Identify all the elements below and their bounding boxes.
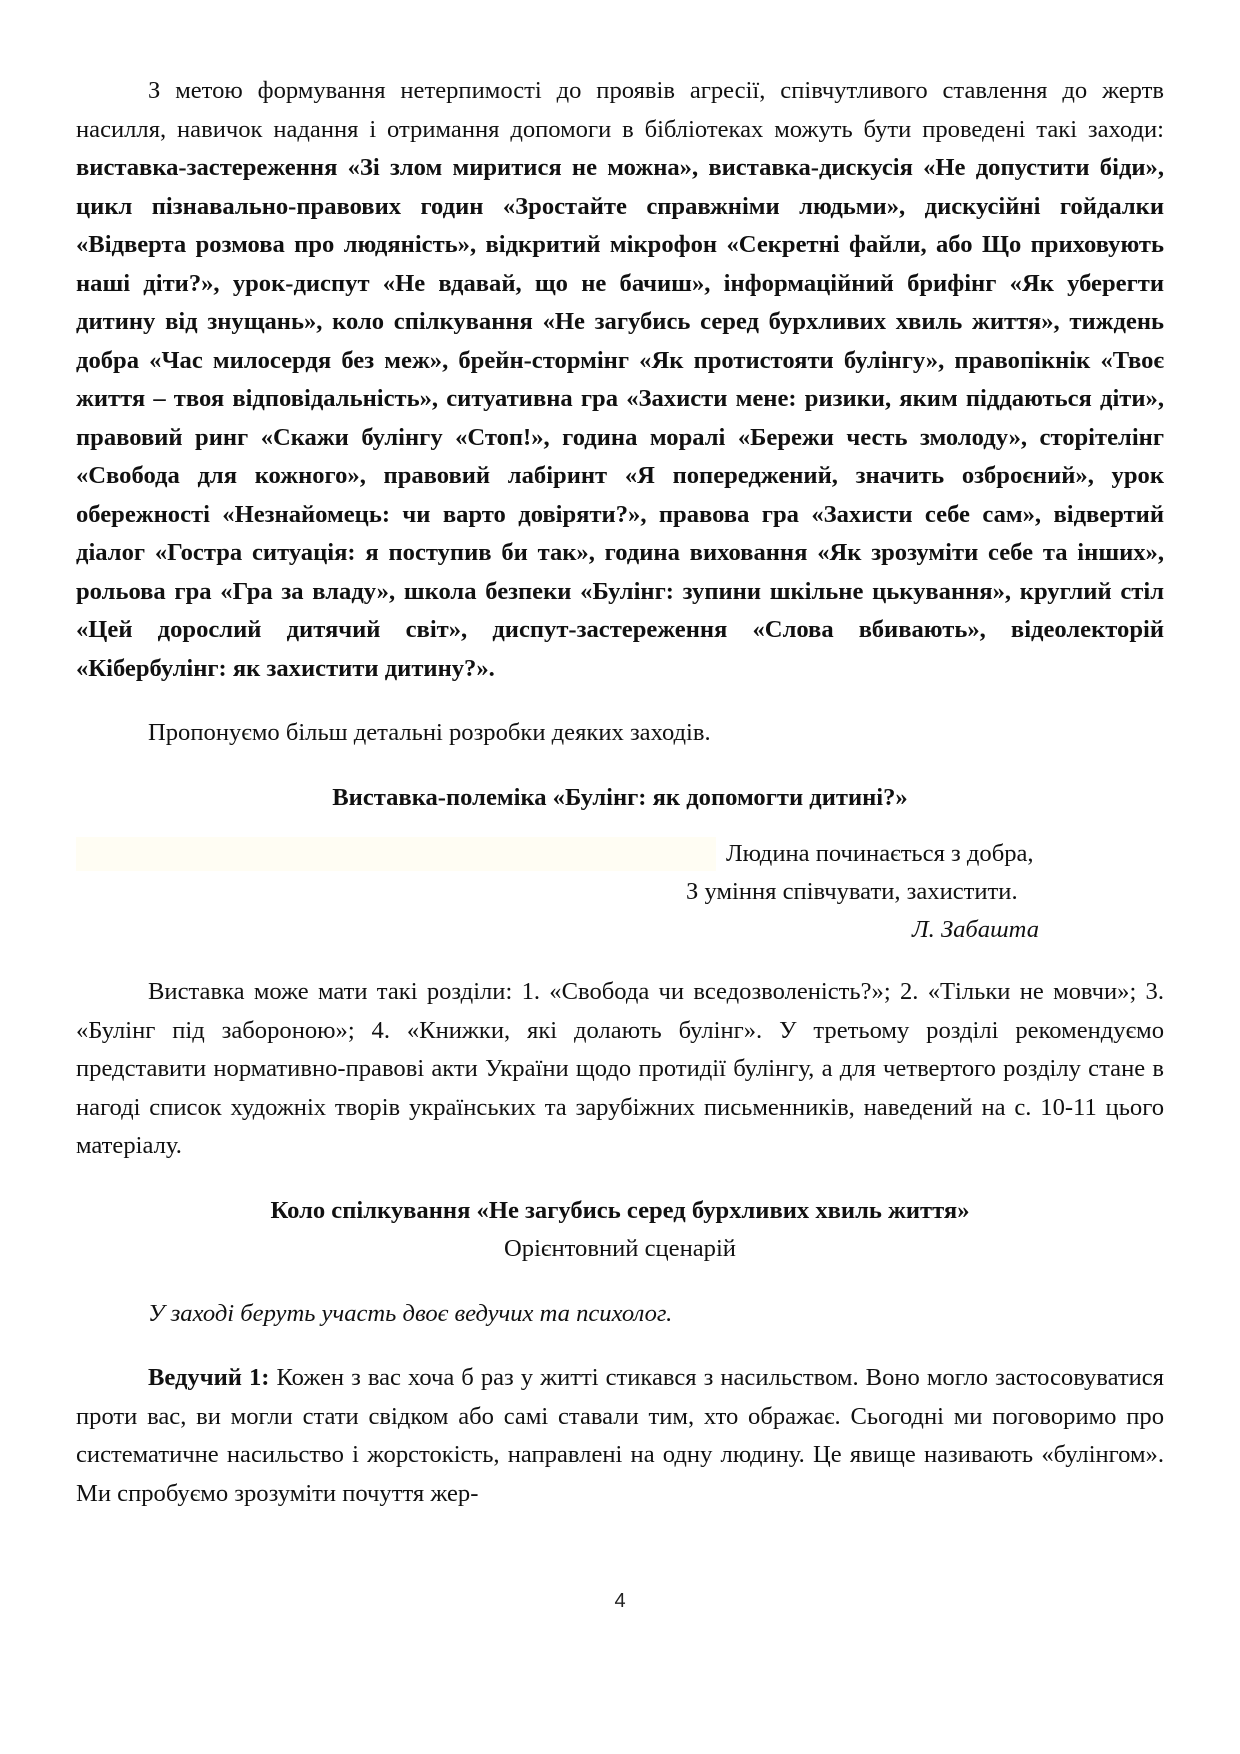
intro-text: З метою формування нетерпимості до проявів агресії, співчутливого ставлення до жертв насилля, навичок надання і отримання допомоги в бібліотеках можуть бути проведені такі заходи: xyxy=(76,77,1164,143)
section-subheading: Орієнтовний сценарій xyxy=(504,1235,736,1262)
proposal-paragraph: Пропонуємо більш детальні розробки деяких заходів. xyxy=(148,719,711,746)
section-heading-discussion: Коло спілкування «Не загубись серед бурхливих хвиль життя» xyxy=(270,1196,970,1224)
epigraph-author: Л. Забашта xyxy=(912,916,1040,943)
speaker-label: Ведучий 1: xyxy=(148,1364,270,1391)
document-page xyxy=(76,72,1164,1513)
epigraph-line-1: Людина починається з добра, xyxy=(726,840,1034,867)
events-list: виставка-застереження «Зі злом миритися не можна», виставка-дискусія «Не допустити біди», цикл пізнавально-правових годин «Зростайте справжніми людьми», дискусійні гойдалки «Відверта розмова про людяність», відкритий мікрофон «Секретні файли, або Що приховують наші діти?», урок-диспут «Не вдавай, що не бачиш», інформаційний брифінг «Як уберегти дитину від знущань», коло спілкування «Не загубись серед бурхливих хвиль життя», тиждень добра «Час милосердя без меж», брейн-стормінг «Як протистояти булінгу», правопікнік «Твоє життя – твоя відповідальність», ситуативна гра «Захисти мене: ризики, яким піддаються діти», правовий ринг «Скажи булінгу «Стоп!», година моралі «Бережи честь змолоду», сторітелінг «Свобода для кожного», правовий лабіринт «Я попереджений, значить озброєний», урок обережності «Незнайомець: чи варто довіряти?», правова гра «Захисти себе сам», відвертий діалог «Гостра ситуація: я поступив би так», година виховання «Як зрозуміти себе та інших», рольова гра «Гра за владу», школа безпеки «Булінг: зупини шкільне цькування», круглий стіл «Цей дорослий дитячий світ», диспут-застереження «Слова вбивають», відеолекторій «Кібербулінг: як захистити дитину?». xyxy=(76,154,1164,682)
section-heading-exhibition: Виставка-полеміка «Булінг: як допомогти дитині?» xyxy=(332,783,908,811)
participants-note: У заході беруть участь двоє ведучих та психолог. xyxy=(148,1299,673,1327)
intro-paragraph xyxy=(76,72,1164,688)
exhibition-description: Виставка може мати такі розділи: 1. «Свобода чи вседозволеність?»; 2. «Тільки не мовчи»; 3. «Булінг під забороною»; 4. «Книжки, які долають булінг». У третьому розділі рекомендуємо представити нормативно-правові акти України щодо протидії булінгу, а для четвертого розділу стане в нагоді список художніх творів українських та зарубіжних письменників, наведений на с. 10-11 цього матеріалу. xyxy=(76,978,1164,1159)
page-number: 4 xyxy=(614,1590,626,1612)
epigraph-line-2: З уміння співчувати, захистити. xyxy=(686,878,1018,905)
highlight-band xyxy=(76,837,716,871)
epigraph xyxy=(76,835,1164,951)
host-speech-paragraph xyxy=(76,1359,1164,1513)
speech-text: Кожен з вас хоча б раз у житті стикався з насильством. Воно могло застосовуватися проти вас, ви могли стати свідком або самі ставали тим, хто ображає. Сьогодні ми поговоримо про систематичне насильство і жорстокість, направлені на одну людину. Це явище називають «булінгом». Ми спробуємо зрозуміти почуття жер- xyxy=(76,1364,1164,1507)
